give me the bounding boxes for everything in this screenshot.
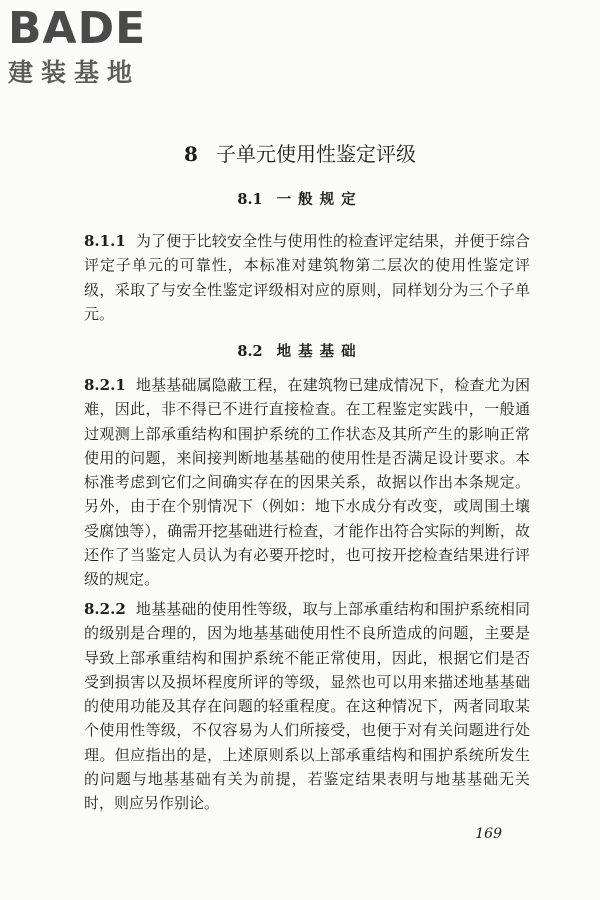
clause-text: 地基基础属隐蔽工程，在建筑物已建成情况下，检查尤为困难，因此，非不得已不进行直接检查。在工程鉴定实践中，一般通过观测上部承重结构和围护系统的工作状态及其所产生的影响正常使用的问题，来间接判断地基基础的使用性是否满足设计要求。本标准考虑到它们之间确实存在的因果关系，故据以作出本条规定。另外，由于在个别情况下（例如：地下水成分有改变，或周围土壤受腐蚀等），确需开挖基础进行检查，才能作出符合实际的判断，故还作了当鉴定人员认为有必要开挖时，也可按开挖检查结果进行评级的规定。 xyxy=(84,376,530,589)
logo-subtitle: 建装基地 xyxy=(8,58,141,87)
clause-paragraph xyxy=(84,597,530,816)
section-heading xyxy=(0,341,600,363)
section-title-text: 一般规定 xyxy=(276,191,363,208)
clause-paragraph xyxy=(84,373,530,592)
chapter-title xyxy=(0,140,600,168)
section-title-text: 地基基础 xyxy=(276,343,363,360)
logo-brand: BADE xyxy=(8,3,147,54)
clause-text: 地基基础的使用性等级，取与上部承重结构和围护系统相同的级别是合理的，因为地基基础使用性不良所造成的问题，主要是导致上部承重结构和围护系统不能正常使用，因此，根据它们是否受到损害以及损坏程度所评的等级，显然也可以用来描述地基基础的使用功能及其存在问题的轻重程度。在这种情况下，两者同取某个使用性等级，不仅容易为人们所接受，也便于对有关问题进行处理。但应指出的是，上述原则系以上部承重结构和围护系统所发生的问题与地基基础有关为前提，若鉴定结果表明与地基基础无关时，则应另作别论。 xyxy=(84,600,530,813)
clause-number: 8.1.1 xyxy=(84,232,126,250)
section-number: 8.2 xyxy=(237,343,263,360)
page-number: 169 xyxy=(475,826,502,842)
logo xyxy=(8,4,178,96)
section-number: 8.1 xyxy=(237,191,263,208)
section-heading xyxy=(0,189,600,211)
chapter-number: 8 xyxy=(184,142,198,166)
clause-number: 8.2.1 xyxy=(84,376,126,394)
clause-text: 为了便于比较安全性与使用性的检查评定结果，并便于综合评定子单元的可靠性，本标准对建筑物第二层次的使用性鉴定评级，采取了与安全性鉴定评级相对应的原则，同样划分为三个子单元。 xyxy=(84,232,530,323)
clause-paragraph xyxy=(84,229,530,326)
clause-number: 8.2.2 xyxy=(84,600,126,618)
chapter-title-text: 子单元使用性鉴定评级 xyxy=(215,142,416,166)
